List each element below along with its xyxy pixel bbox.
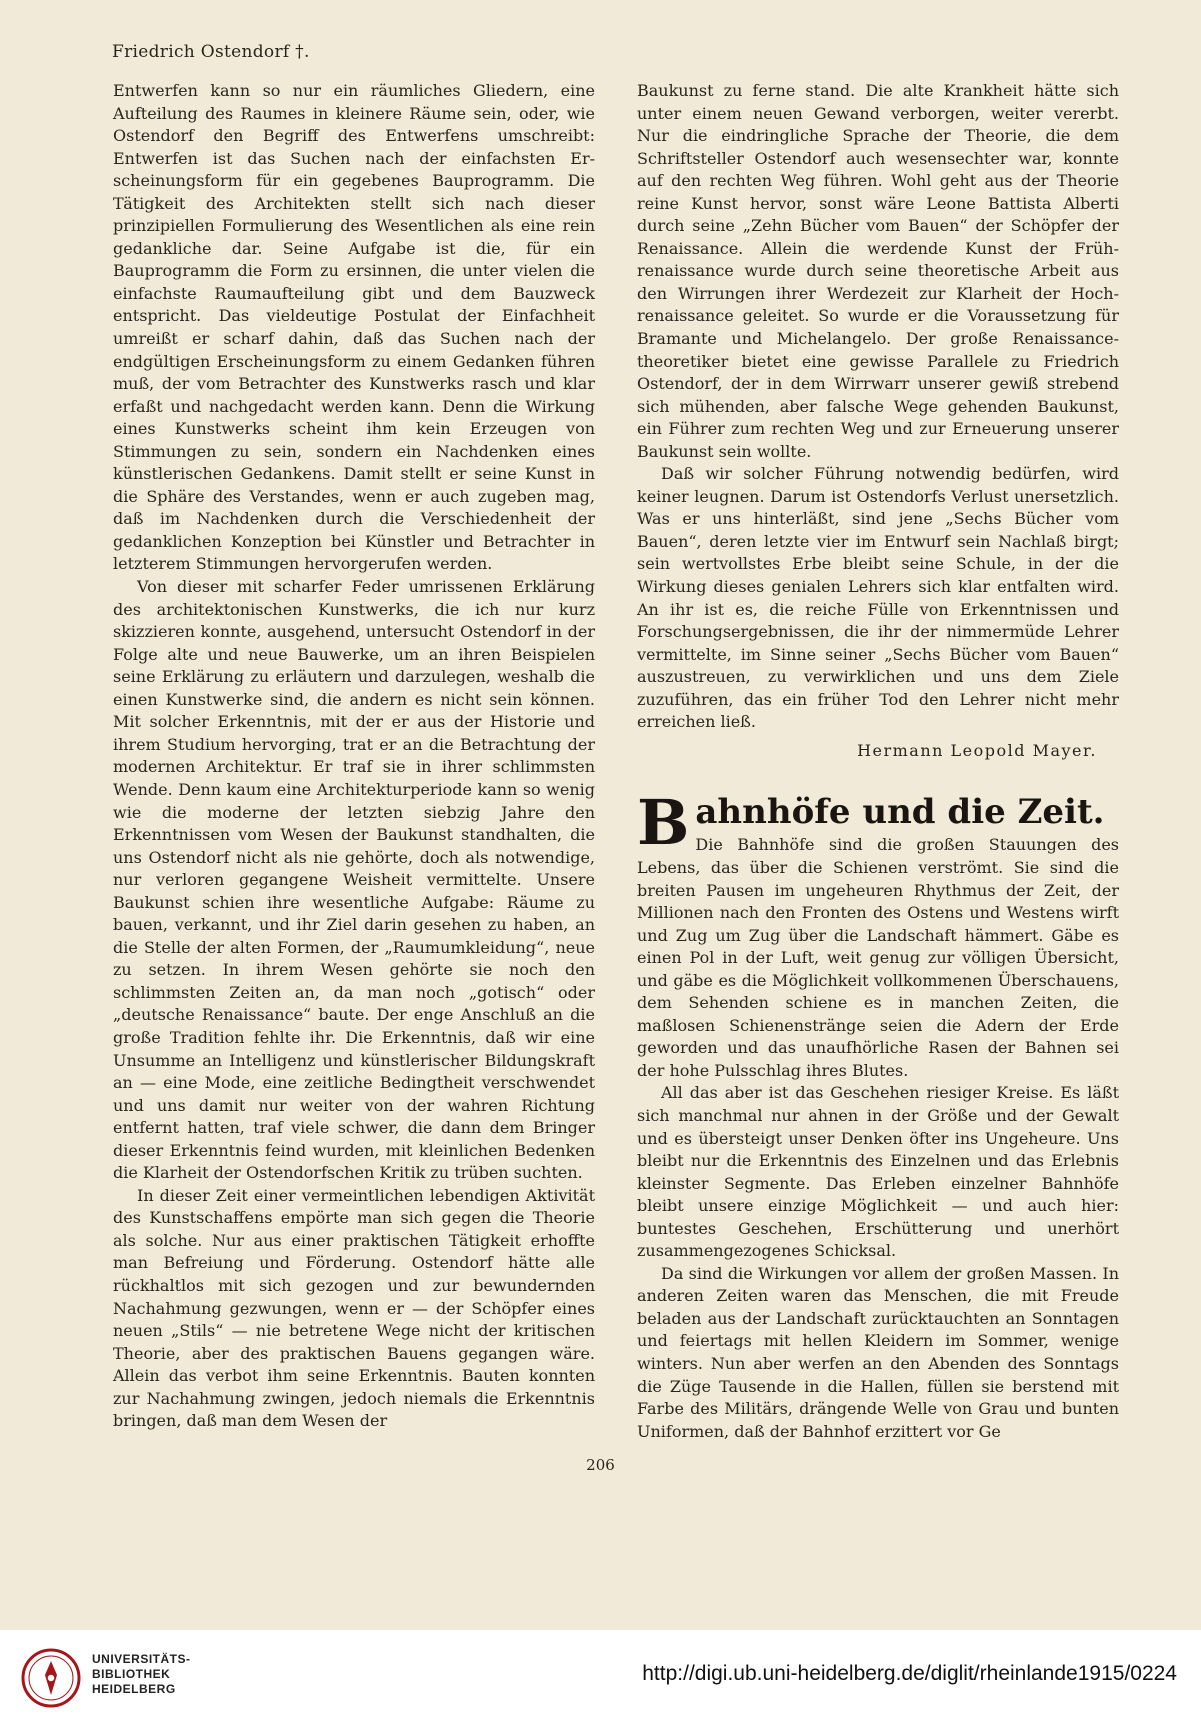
author-signature: Hermann Leopold Mayer. bbox=[857, 740, 1097, 760]
section-title bbox=[637, 786, 1119, 860]
library-line-3: HEIDELBERG bbox=[92, 1682, 176, 1696]
right-column bbox=[637, 80, 1119, 1443]
left-paragraph-1: Entwerfen kann so nur ein räumliches Gliedern, eine Aufteilung des Raumes in kleinere Räume sein, oder, wie Ostendorf den Begriff des Entwerfens umschreibt: Entwerfen ist das Suchen nach der einfachsten Erscheinungsform für ein gegebenes Bauprogramm. Die Tätigkeit des Architekten stellt sich nach dieser prinzipiellen Formulierung des Wesentlichen als eine rein gedankliche dar. Seine Aufgabe ist die, für ein Bauprogramm die Form zu ersinnen, die unter vielen die einfachste Raumaufteilung gibt und dem Bauzweck entspricht. Das vieldeutige Postulat der Einfachheit umreißt er scharf dahin, daß das Suchen nach der endgültigen Erscheinungsform zu einem Gedanken führen muß, der vom Betrachter des Kunstwerks rasch und klar erfaßt und nachgedacht werden kann. Denn die Wirkung eines Kunstwerks scheint ihm kein Erzeugen von Stimmungen zu sein, sondern ein Nachdenken eines künstlerischen Gedankens. Damit stellt er seine Kunst in die Sphäre des Verstandes, wenn er auch zugeben mag, daß im Nachdenken durch die Verschiedenheit der gedanklichen Konzeption bei Künstler und Betrachter in letzterem Stimmungen hervorgerufen werden. bbox=[113, 81, 595, 574]
right-paragraph-1: Baukunst zu ferne stand. Die alte Krankheit hätte sich unter einem neuen Gewand verborgen, weiter vererbt. Nur die eindringliche Sprache der Theorie, die dem Schriftsteller Ostendorf auch wesensechter war, konnte auf den rechten Weg führen. Wohl geht aus der Theorie reine Kunst hervor, sonst wäre Leone Battista Alberti durch seine „Zehn Bücher vom Bauen“ der Schöpfer der Renaissance. Allein die werdende Kunst der Frührenaissance wurde durch seine theoretische Arbeit aus den Wirrungen ihrer Werdezeit zur Klarheit der Hochrenaissance geleitet. So wurde er die Voraussetzung für Bramante und Michelangelo. Der große Renaissancetheoretiker bietet eine gewisse Parallele zu Friedrich Ostendorf, der in dem Wirrwarr unserer gewiß strebend sich mühenden, aber falsche Wege gehenden Baukunst, ein Führer zum rechten Weg und zur Erneuerung unserer Baukunst sein wollte. bbox=[637, 81, 1119, 461]
library-line-2: BIBLIOTHEK bbox=[92, 1667, 171, 1681]
section-paragraph-1: Die Bahnhöfe sind die großen Stauungen des Lebens, das über die Schienen verströmt. Sie sind die breiten Pausen im ungeheuren Rhythmus der Zeit, der Millionen nach den Fronten des Ostens und Westens wirft und Zug um Zug über die Landschaft hämmert. Gäbe es einen Pol in der Luft, weit genug zur völligen Übersicht, und gäbe es die Möglichkeit vollkommenen Überschauens, dem Sehenden schiene es in manchen Zeiten, die maßlosen Schienenstränge seien die Adern der Erde geworden und das unaufhörliche Rasen der Bahnen sei der hohe Pulsschlag ihres Blutes. bbox=[637, 835, 1119, 1080]
page-number: 206 bbox=[586, 1456, 615, 1474]
section-paragraph-3: Da sind die Wirkungen vor allem der großen Massen. In anderen Zeiten waren das Menschen, die mit Freude beladen aus der Landschaft zurücktauchten an Sonntagen und feiertags mit hellen Kleidern im Sommer, wenige winters. Nun aber werfen an den Abenden des Sonntags die Züge Tausende in die Hallen, füllen sie berstend mit Farbe des Militärs, drängende Welle von Grau und bunten Uniformen, daß der Bahnhof erzittert vor Ge bbox=[637, 1263, 1119, 1441]
library-line-1: UNIVERSITÄTS- bbox=[92, 1652, 191, 1666]
left-paragraph-2: Von dieser mit scharfer Feder umrissenen Erklärung des architektonischen Kunstwerks, die ich nur kurz skizzieren konnte, ausgehend, untersucht Ostendorf in der Folge alte und neue Bauwerke, um an ihren Beispielen seine Erklärung zu erläutern und darzulegen, weshalb die einen Kunstwerke sind, die andern es nicht sein können. Mit solcher Erkenntnis, mit der er aus der Historie und ihrem Studium hervorging, trat er an die Betrachtung der modernen Architektur. Er traf sie in ihrer schlimmsten Wende. Denn kaum eine Architekturperiode kann so wenig wie die moderne der letzten siebzig Jahre den Erkenntnissen vom Wesen der Baukunst standhalten, die uns Ostendorf nicht als nie gehörte, doch als notwendige, nur verloren gegangene Weisheit vermittelte. Unsere Baukunst schien ihre wesentliche Aufgabe: Räume zu bauen, verkannt, und ihr Ziel darin gesehen zu haben, an die Stelle der alten Formen, der „Raumumkleidung“, neue zu setzen. In ihrem Wesen gehörte sie noch den schlimmsten Zeiten an, da man noch „gotisch“ oder „deutsche Renaissance“ baute. Der enge Anschluß an die große Tradition fehlte ihr. Die Erkenntnis, daß wir eine Unsumme an Intelligenz und künstlerischer Bildungskraft an — eine Mode, eine zeitliche Bedingtheit verschwendet und uns damit nur weiter von der wahren Richtung entfernt hatten, traf viele schwer, die dann dem Bringer dieser Erkenntnis feind wurden, mit kleinlichen Bedenken die Klarheit der Ostendorfschen Kritik zu trüben suchten. bbox=[113, 577, 595, 1183]
left-column bbox=[113, 80, 595, 1433]
section-paragraph-2: All das aber ist das Geschehen riesiger Kreise. Es läßt sich manchmal nur ahnen in der Größe und der Gewalt und es übersteigt unser Denken öfter ins Ungeheure. Uns bleibt nur die Erkenntnis des Einzelnen und das Erlebnis kleinster Segmente. Das Erleben einzelner Bahnhöfe bleibt unsere einzige Möglichkeit — und auch hier: buntestes Geschehen, Erschütterung und unerhört zusammengezogenes Schicksal. bbox=[637, 1083, 1119, 1261]
source-url[interactable]: http://digi.ub.uni-heidelberg.de/diglit/rheinlande1915/0224 bbox=[642, 1662, 1177, 1685]
right-paragraph-2: Daß wir solcher Führung notwendig bedürfen, wird keiner leugnen. Darum ist Ostendorfs Verlust unersetzlich. Was er uns hinterläßt, sind jene „Sechs Bücher vom Bauen“, deren letzte vier im Entwurf sein Nachlaß birgt; sein wertvollstes Erbe bleibt seine Schule, in der die Wirkung dieses genialen Lehrers sich klar entfalten wird. An ihr ist es, die reiche Fülle von Erkenntnissen und Forschungsergebnissen, die ihr der nimmermüde Lehrer vermittelte, im Sinne seiner „Sechs Bücher vom Bauen“ auszustreuen, zu verwirklichen und uns dem Ziele zuzuführen, das ein früher Tod den Lehrer nicht mehr erreichen ließ. bbox=[637, 464, 1119, 732]
title-dropcap: B bbox=[637, 786, 690, 860]
university-seal-icon bbox=[20, 1647, 82, 1709]
running-head: Friedrich Ostendorf †. bbox=[112, 42, 310, 62]
title-rest: ahnhöfe und die Zeit. bbox=[695, 792, 1105, 833]
left-paragraph-3: In dieser Zeit einer vermeintlichen lebendigen Aktivität des Kunstschaffens empörte man sich gegen die Theorie als solche. Nur aus einer praktischen Tätigkeit erhoffte man Befreiung und Förderung. Ostendorf hätte alle rückhaltlos mit sich gezogen und zur bewundernden Nachahmung gezwungen, wenn er — der Schöpfer eines neuen „Stils“ — nie betretene Wege nicht der kritischen Theorie, aber des praktischen Bauens gegangen wäre. Allein das verbot ihm seine Erkenntnis. Bauten konnten zur Nachahmung zwingen, jedoch niemals die Erkenntnis bringen, daß man dem Wesen der bbox=[113, 1185, 595, 1431]
library-name bbox=[92, 1652, 191, 1697]
